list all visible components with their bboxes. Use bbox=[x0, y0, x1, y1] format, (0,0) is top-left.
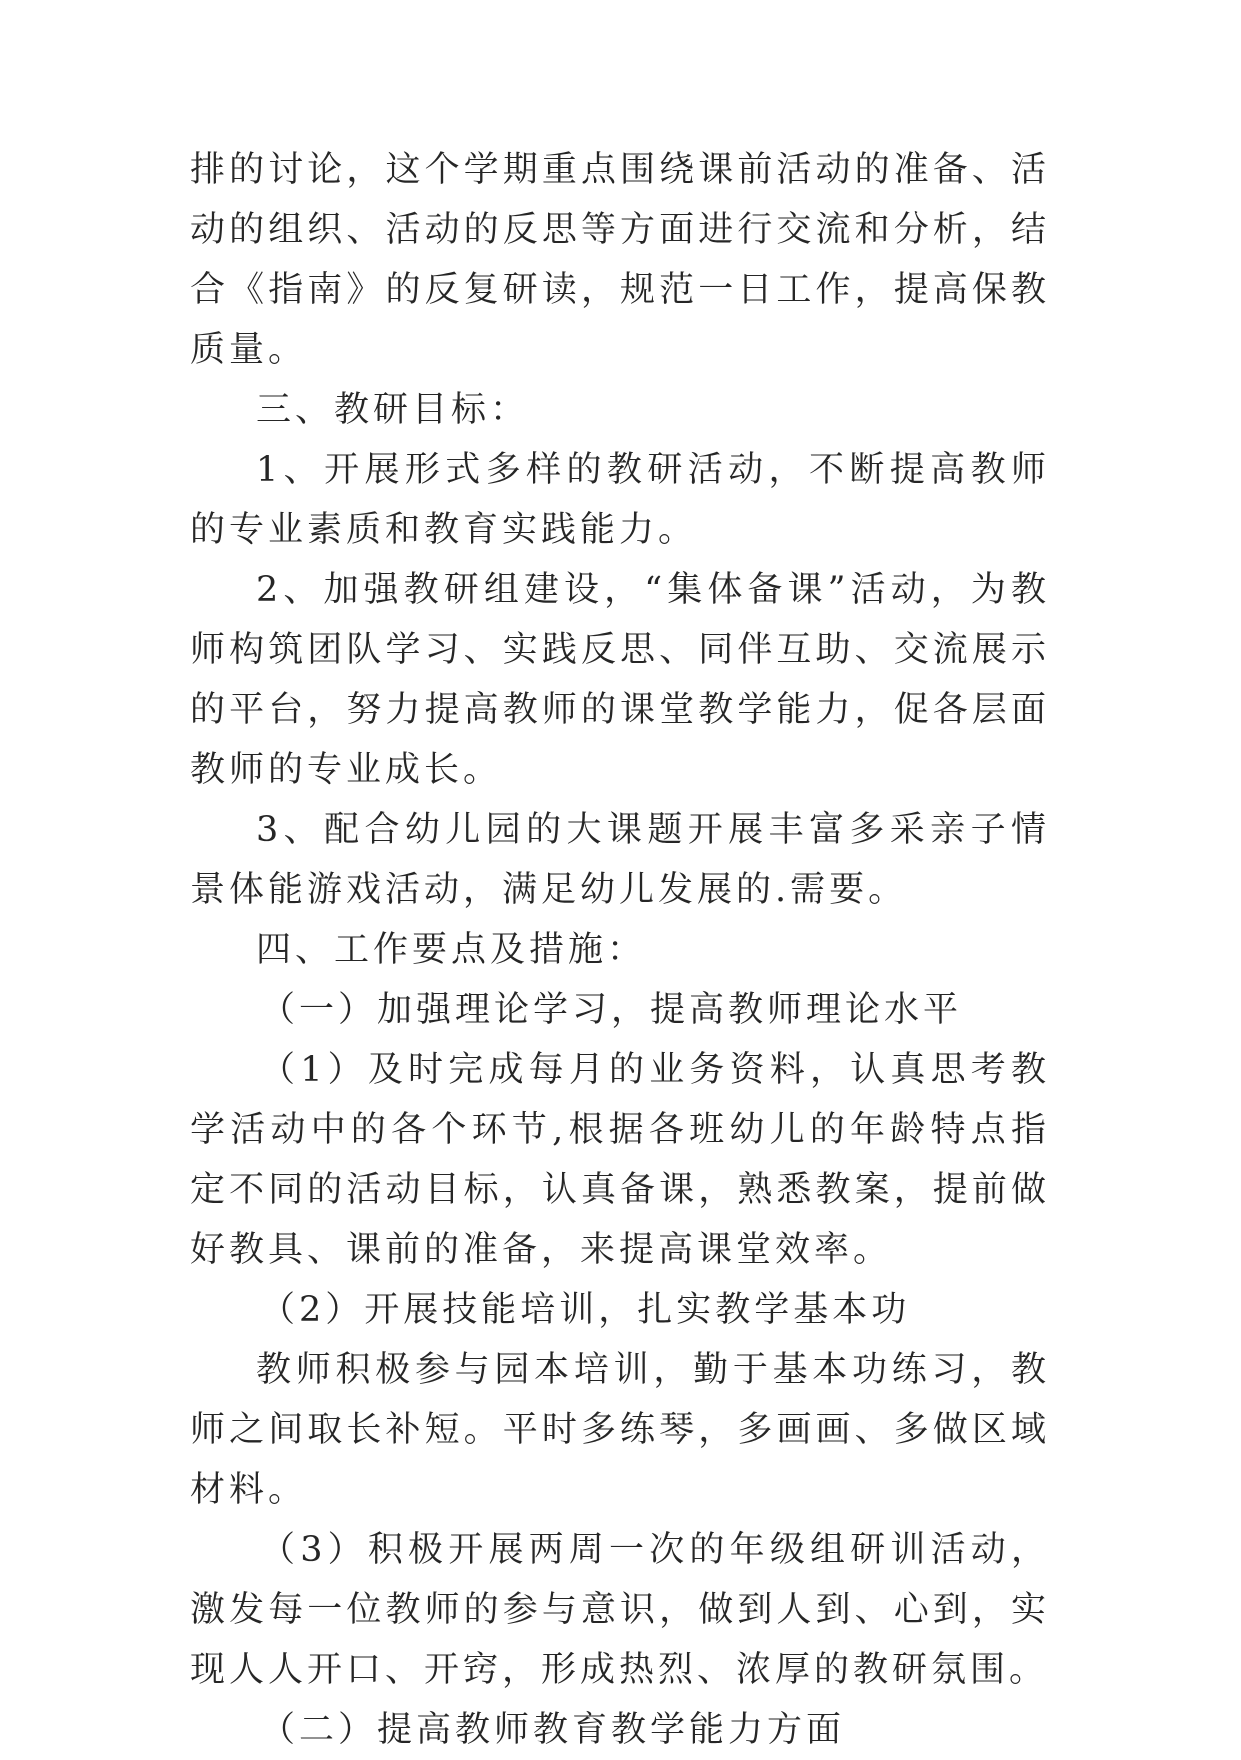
subheading-teaching-ability: （二）提高教师教育教学能力方面 bbox=[260, 1710, 846, 1750]
document-body bbox=[190, 140, 1050, 1760]
goal-item-2: 2、加强教研组建设，“集体备课”活动，为教师构筑团队学习、实践反思、同伴互助、交流展示的平台，努力提高教师的课堂教学能力，促各层面教师的专业成长。 bbox=[190, 570, 1050, 790]
goal-item-3: 3、配合幼儿园的大课题开展丰富多采亲子情景体能游戏活动，满足幼儿发展的.需要。 bbox=[190, 810, 1050, 910]
paragraph-continuation: 排的讨论，这个学期重点围绕课前活动的准备、活动的组织、活动的反思等方面进行交流和分析，结合《指南》的反复研读，规范一日工作，提高保教质量。 bbox=[190, 150, 1050, 370]
measure-item-3: （3）积极开展两周一次的年级组研训活动，激发每一位教师的参与意识，做到人到、心到，实现人人开口、开窍，形成热烈、浓厚的教研氛围。 bbox=[190, 1530, 1050, 1690]
measure-item-2: （2）开展技能培训，扎实教学基本功 bbox=[260, 1290, 911, 1330]
measure-item-2-detail: 教师积极参与园本培训，勤于基本功练习，教师之间取长补短。平时多练琴，多画画、多做区域材料。 bbox=[190, 1350, 1050, 1510]
heading-work-points: 四、工作要点及措施： bbox=[256, 930, 647, 970]
heading-research-goals: 三、教研目标： bbox=[256, 390, 530, 430]
measure-item-1: （1）及时完成每月的业务资料，认真思考教学活动中的各个环节,根据各班幼儿的年龄特点指定不同的活动目标，认真备课，熟悉教案，提前做好教具、课前的准备，来提高课堂效率。 bbox=[190, 1050, 1050, 1270]
subheading-theory-study: （一）加强理论学习，提高教师理论水平 bbox=[260, 990, 963, 1030]
goal-item-1: 1、开展形式多样的教研活动，不断提高教师的专业素质和教育实践能力。 bbox=[190, 450, 1050, 550]
